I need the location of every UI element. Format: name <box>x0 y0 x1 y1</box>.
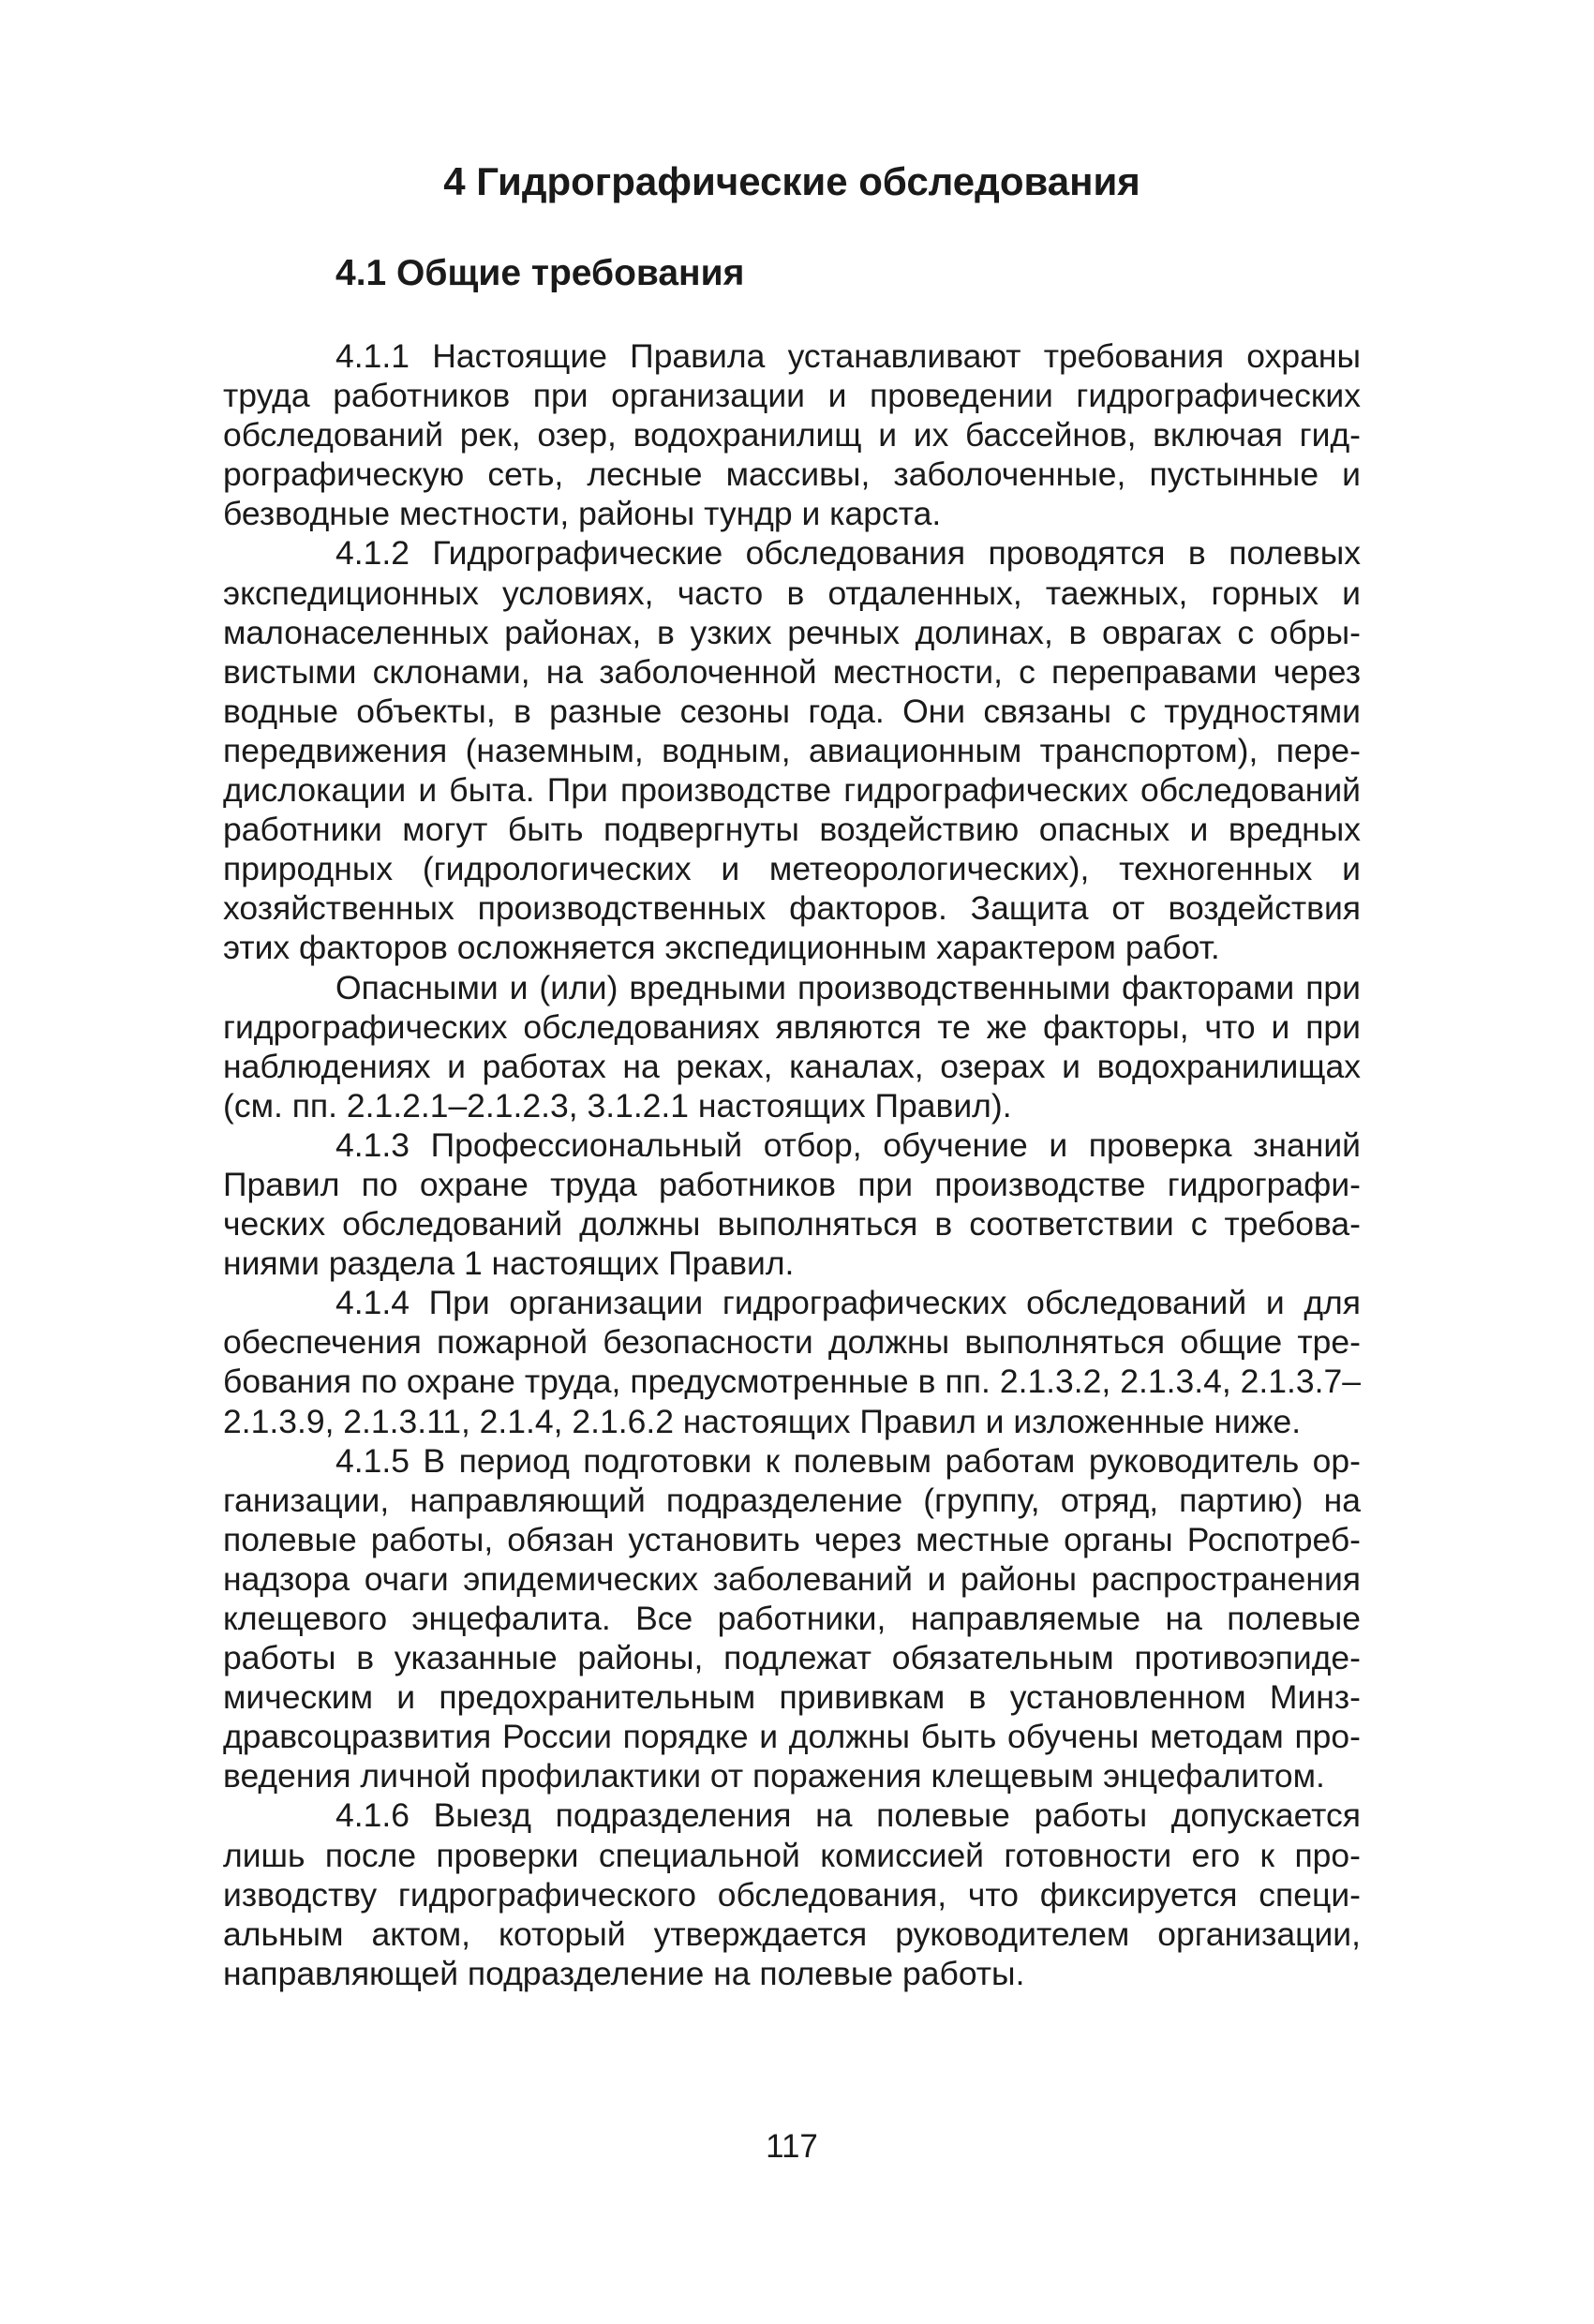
paragraph-4-1-3: 4.1.3 Профессиональный отбор, обучение и проверка знаний Правил по охране труда работников при производстве гидрографических обследований должны выполняться в соответствии с требованиями раздела 1 настоящих Правил. <box>223 1125 1361 1283</box>
paragraph-4-1-1: 4.1.1 Настоящие Правила устанавливают требования охраны труда работников при организации и проведении гидрографических обследований рек, озер, водохранилищ и их бассейнов, включая гидрографическую сеть, лесные массивы, заболоченные, пустынные и безводные местности, районы тундр и карста. <box>223 337 1361 533</box>
paragraph-hazard-factors: Опасными и (или) вредными производственными факторами при гидрографических обследованиях являются те же факторы, что и при наблюдениях и работах на реках, каналах, озерах и водохранилищах (см. пп. 2.1.2.1–2.1.2.3, 3.1.2.1 настоящих Правил). <box>223 968 1361 1125</box>
paragraph-4-1-2: 4.1.2 Гидрографические обследования проводятся в полевых экспедиционных условиях, часто в отдаленных, таежных, горных и малонаселенных районах, в узких речных долинах, в оврагах с обрывистыми склонами, на заболоченной местности, с переправами через водные объекты, в разные сезоны года. Они связаны с трудностями передвижения (наземным, водным, авиационным транспортом), передислокации и быта. При производстве гидрографических обследований работники могут быть подвергнуты воздействию опасных и вредных природных (гидрологических и метеорологических), техногенных и хозяйственных производственных факторов. Защита от воздействия этих факторов осложняется экспедиционным характером работ. <box>223 534 1361 967</box>
page-number: 117 <box>766 2128 818 2165</box>
paragraph-4-1-5: 4.1.5 В период подготовки к полевым работам руководитель организации, направляющий подразделение (группу, отряд, партию) на полевые работы, обязан установить через местные органы Роспотребнадзора очаги эпидемических заболеваний и районы распространения клещевого энцефалита. Все работники, направляемые на полевые работы в указанные районы, подлежат обязательным противоэпидемическим и предохранительным прививкам в установленном Минздравсоцразвития России порядке и должны быть обучены методам проведения личной профилактики от поражения клещевым энцефалитом. <box>223 1441 1361 1795</box>
section-title: 4.1 Общие требования <box>335 253 745 293</box>
body-text <box>223 336 1361 1993</box>
paragraph-4-1-6: 4.1.6 Выезд подразделения на полевые работы допускается лишь после проверки специальной комиссией готовности его к производству гидрографического обследования, что фиксируется специальным актом, который утверждается руководителем организации, направляющей подразделение на полевые работы. <box>223 1796 1361 1992</box>
paragraph-4-1-4: 4.1.4 При организации гидрографических обследований и для обеспечения пожарной безопасности должны выполняться общие требования по охране труда, предусмотренные в пп. 2.1.3.2, 2.1.3.4, 2.1.3.7–2.1.3.9, 2.1.3.11, 2.1.4, 2.1.6.2 настоящих Правил и изложенные ниже. <box>223 1284 1361 1440</box>
chapter-title: 4 Гидрографические обследования <box>443 159 1140 203</box>
